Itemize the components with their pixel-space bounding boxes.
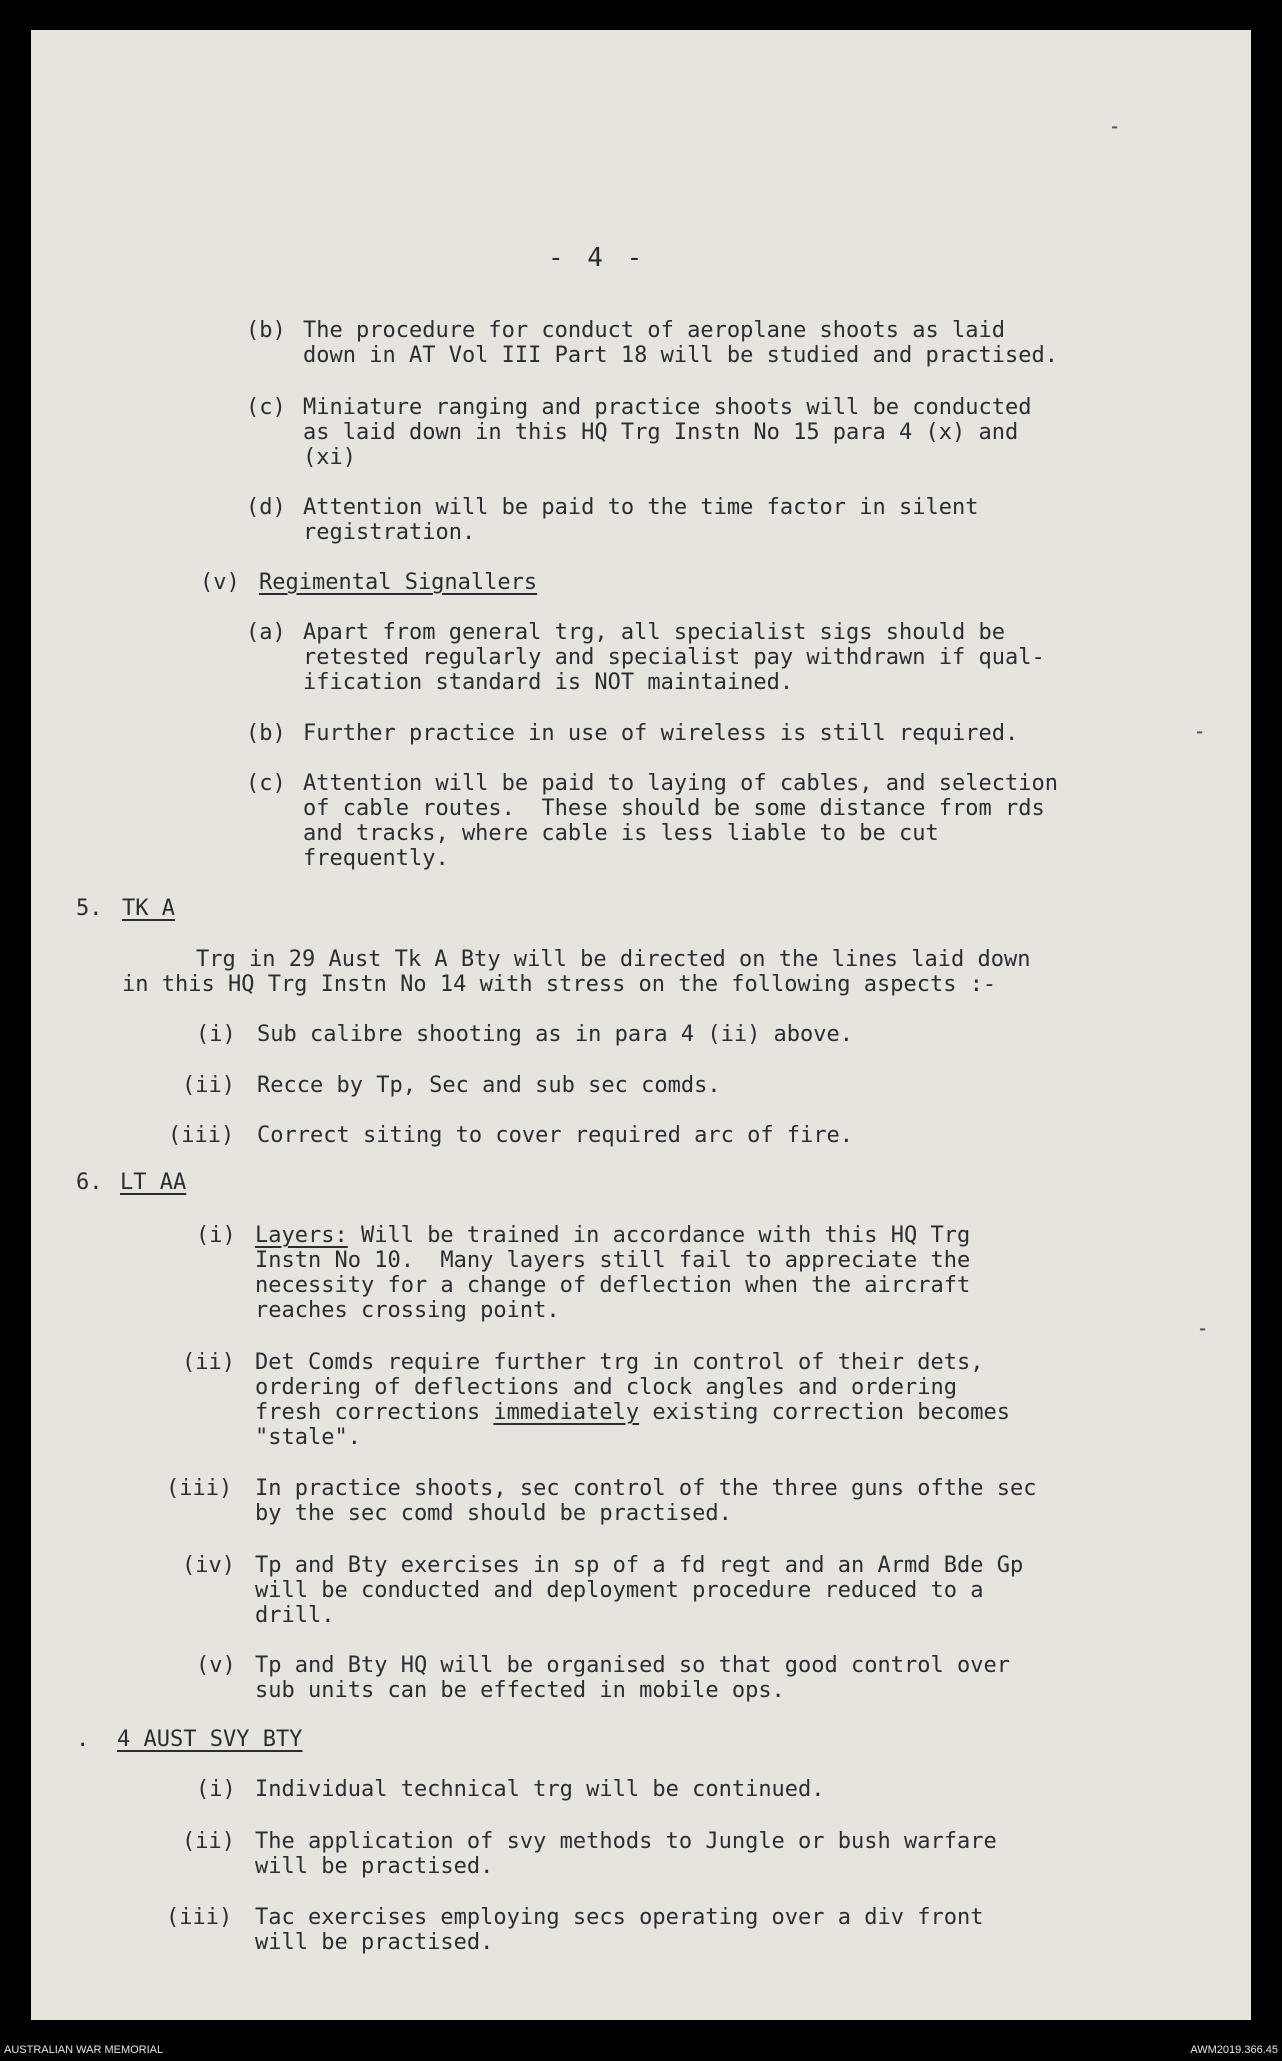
item-text: necessity for a change of deflection when the aircraft [255, 1273, 971, 1298]
item-text: registration. [303, 520, 476, 545]
item-label: (iii) [166, 1905, 233, 1930]
item-label: (v) [196, 1653, 236, 1678]
item-label: (b) [246, 721, 286, 746]
item-text: will be practised. [255, 1854, 494, 1879]
item-text: ordering of deflections and clock angles and ordering [255, 1375, 957, 1400]
item-label: (iv) [182, 1553, 235, 1578]
item-label: (iii) [166, 1476, 233, 1501]
item-text: In practice shoots, sec control of the three guns ofthe sec [255, 1476, 1037, 1501]
inline-text: fresh corrections [255, 1400, 494, 1425]
item-text: sub units can be effected in mobile ops. [255, 1678, 785, 1703]
item-label: (i) [196, 1777, 236, 1802]
item-label: (c) [246, 771, 286, 796]
item-text: Tp and Bty exercises in sp of a fd regt and an Armd Bde Gp [255, 1553, 1024, 1578]
section-number: 5. [76, 896, 103, 921]
item-text: The application of svy methods to Jungle or bush warfare [255, 1829, 997, 1854]
item-label: (c) [246, 395, 286, 420]
inline-text: existing correction becomes [639, 1400, 1010, 1425]
item-text: Tac exercises employing secs operating over a div front [255, 1905, 984, 1930]
item-text: Det Comds require further trg in control of their dets, [255, 1350, 984, 1375]
item-label: (i) [196, 1022, 236, 1047]
item-text: Tp and Bty HQ will be organised so that good control over [255, 1653, 1010, 1678]
item-text: Miniature ranging and practice shoots will be conducted [303, 395, 1032, 420]
footer-left: AUSTRALIAN WAR MEMORIAL [4, 2044, 164, 2056]
item-text: Individual technical trg will be continued. [255, 1777, 825, 1802]
inline-text: Will be trained in accordance with this HQ Trg [347, 1223, 971, 1248]
section-number: 6. [76, 1170, 103, 1195]
item-label: (iii) [168, 1123, 235, 1148]
item-text: retested regularly and specialist pay withdrawn if qual- [303, 645, 1045, 670]
item-text [255, 1223, 970, 1248]
paper-blemish: ⁃ [1110, 118, 1119, 139]
section-heading: LT AA [120, 1170, 187, 1195]
footer-right: AWM2019.366.45 [1190, 2044, 1278, 2056]
item-label: (i) [196, 1223, 236, 1248]
inline-heading: Layers: [255, 1223, 348, 1248]
item-text: Recce by Tp, Sec and sub sec comds. [257, 1073, 721, 1098]
item-text: Further practice in use of wireless is still required. [303, 721, 1019, 746]
item-text: reaches crossing point. [255, 1298, 560, 1323]
item-text: Correct siting to cover required arc of fire. [257, 1123, 854, 1148]
item-text: and tracks, where cable is less liable to be cut [303, 821, 939, 846]
paragraph-text: in this HQ Trg Instn No 14 with stress on the following aspects :- [122, 972, 997, 997]
item-text: Attention will be paid to laying of cables, and selection [303, 771, 1058, 796]
item-text: frequently. [303, 846, 449, 871]
item-text [255, 1400, 1010, 1425]
item-label: (ii) [182, 1350, 235, 1375]
item-label: (ii) [182, 1829, 235, 1854]
paragraph-text: Trg in 29 Aust Tk A Bty will be directed on the lines laid down [196, 947, 1031, 972]
section-heading: 4 AUST SVY BTY [117, 1727, 303, 1752]
paper-blemish: ⁃ [1198, 1320, 1207, 1341]
subsection-heading: Regimental Signallers [259, 570, 538, 595]
item-text: of cable routes. These should be some distance from rds [303, 796, 1045, 821]
item-text: Apart from general trg, all specialist sigs should be [303, 620, 1005, 645]
item-text: Attention will be paid to the time factor in silent [303, 495, 979, 520]
item-label: (v) [200, 570, 240, 595]
section-number: . [76, 1727, 90, 1752]
item-text: (xi) [303, 445, 356, 470]
item-text: by the sec comd should be practised. [255, 1501, 732, 1526]
item-text: "stale". [255, 1425, 361, 1450]
item-text: Sub calibre shooting as in para 4 (ii) above. [257, 1022, 854, 1047]
item-text: ification standard is NOT maintained. [303, 670, 794, 695]
item-text: will be practised. [255, 1930, 494, 1955]
item-label: (a) [246, 620, 286, 645]
section-heading: TK A [122, 896, 175, 921]
emphasis-text: immediately [493, 1400, 640, 1425]
item-label: (ii) [182, 1073, 235, 1098]
item-text: down in AT Vol III Part 18 will be studied and practised. [303, 343, 1058, 368]
item-text: as laid down in this HQ Trg Instn No 15 para 4 (x) and [303, 420, 1019, 445]
item-text: will be conducted and deployment procedure reduced to a [255, 1578, 984, 1603]
paper-blemish: ⁃ [1195, 723, 1204, 744]
item-label: (b) [246, 318, 286, 343]
item-text: drill. [255, 1603, 335, 1628]
item-text: Instn No 10. Many layers still fail to appreciate the [255, 1248, 971, 1273]
item-label: (d) [246, 495, 286, 520]
page-number: - 4 - [548, 243, 647, 273]
item-text: The procedure for conduct of aeroplane shoots as laid [303, 318, 1005, 343]
